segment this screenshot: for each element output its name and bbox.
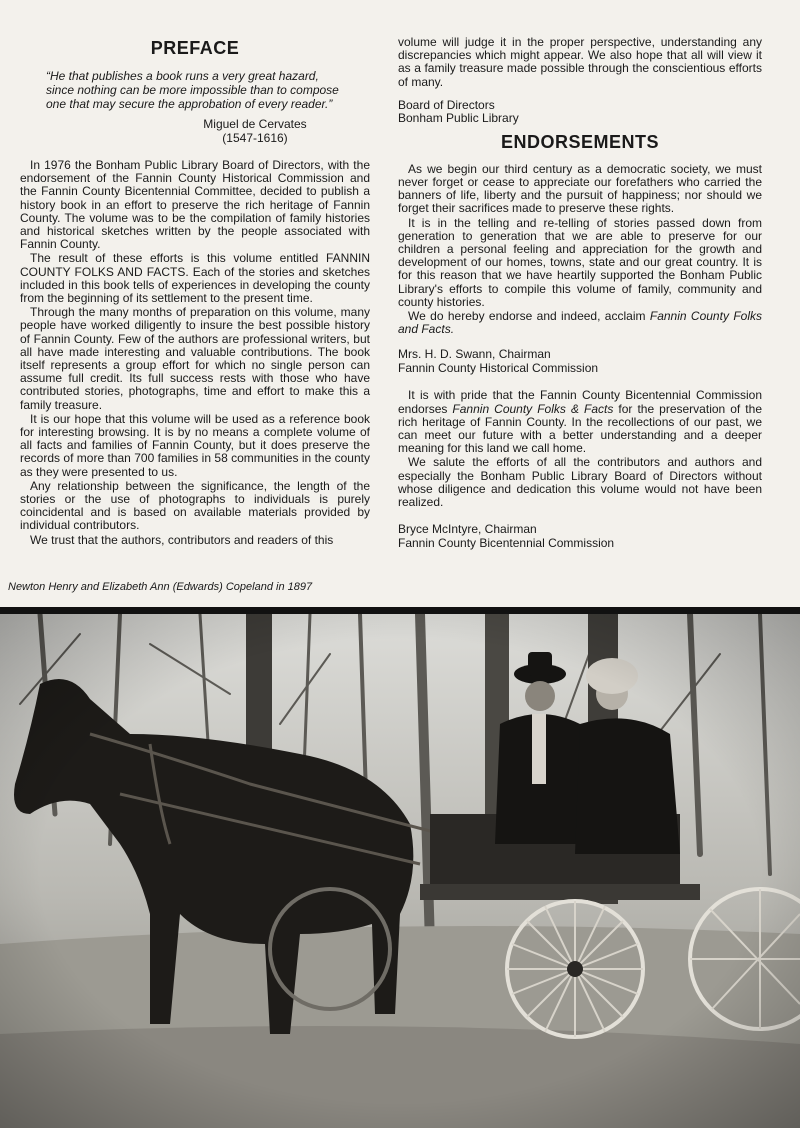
swann-signature: Mrs. H. D. Swann, Chairman [398, 347, 551, 362]
endorsement-paragraph: As we begin our third century as a democratic society, we must never forget or cease to appreciate our forefathers who carried the banners of life, liberty and the pursuit of happiness; nor should we forget their sacrifices made to preserve these rights. [398, 161, 762, 216]
endorsements-column [398, 35, 762, 550]
quote-author: Miguel de Cervates [203, 117, 307, 131]
endorsement-paragraph: It is in the telling and re-telling of stories passed down from generation to generation that we are able to preserve for our children a personal feeling and appreciation for the growth and development of our homes, towns, state and our great country. It is for this reason that we have heartily supported the Bonham Public Library's efforts to compile this volume of family, community and county histories. [398, 215, 762, 309]
book-title: Fannin County Folks & Facts [452, 401, 614, 416]
endorsements-heading: ENDORSEMENTS [500, 131, 659, 152]
preface-paragraph: It is our hope that this volume will be used as a reference book for interesting browsing. It is by no means a complete volume of all facts and families of Fannin County, but it does preserve the records of more than 700 families in 58 communities in the county as they were presented to us. [20, 411, 370, 479]
acclaim-text: We do hereby endorse and indeed, acclaim [408, 309, 646, 324]
salute-paragraph: We salute the efforts of all the contributors and authors and especially the Bonham Public Library Board of Directors without whose diligence and dedication this volume would not have been realized. [398, 455, 762, 510]
preface-paragraph: We trust that the authors, contributors and readers of this [30, 532, 334, 547]
board-signature: Board of Directors [398, 97, 495, 112]
bicentennial-text-a: It is with pride that the Fannin County Bicentennial Commission endorses [398, 388, 762, 416]
photo-caption: Newton Henry and Elizabeth Ann (Edwards) Copeland in 1897 [8, 581, 313, 593]
bicentennial-paragraph [398, 389, 762, 455]
mcintyre-signature: Bryce McIntyre, Chairman [398, 522, 537, 537]
preface-column [20, 38, 370, 547]
bicentennial-text-b: for the preservation of the rich heritage of Fannin County. In the recollections of our past, we can meet our future with a better understanding and a deeper meaning for this land we call home. [398, 401, 762, 456]
bicentennial-commission: Fannin County Bicentennial Commission [398, 535, 615, 550]
historical-commission: Fannin County Historical Commission [398, 360, 599, 375]
cervantes-quote: “He that publishes a book runs a very great hazard, since nothing can be more impossible than to compose one that may secure the approbation of every reader.” [46, 69, 339, 111]
preface-paragraph: In 1976 the Bonham Public Library Board of Directors, with the endorsement of the Fannin County Historical Commission and the Fannin County Bicentennial Committee, decided to publish a history book in an effort to preserve the rich heritage of Fannin County. The volume was to be the compilation of family histories and historical sketches written by the people associated with Fannin County. [20, 158, 370, 252]
quote-years: (1547-1616) [222, 131, 288, 145]
divider-rule [0, 607, 800, 614]
preface-paragraph: Any relationship between the significance, the length of the stories or the use of photographs to individuals is purely coincidental and is based on available materials provided by individual contributors. [20, 478, 370, 533]
preface-paragraph: The result of these efforts is this volume entitled FANNIN COUNTY FOLKS AND FACTS. Each of the stories and sketches included in this book tells of experiences in developing the county from the beginning of its settlement to the present time. [20, 251, 370, 306]
preface-continuation: volume will judge it in the proper perspective, understanding any discrepancies which might appear. We also hope that all will view it as a family treasure made possible through the conscientious efforts of many. [398, 35, 762, 89]
preface-heading: PREFACE [150, 38, 240, 58]
preface-paragraph: Through the many months of preparation on this volume, many people have worked diligently to insure the best possible history of Fannin County. Few of the authors are professional writers, but all have made interesting and valuable contributions. The book itself represents a group effort for which no single person can assume full credit. Its full success rests with those who have contributed stories, photographs, time and effort to make this a family treasure. [20, 305, 370, 412]
acclaim-paragraph [398, 310, 762, 336]
library-signature: Bonham Public Library [398, 111, 519, 126]
book-title: Fannin County Folks and Facts. [398, 309, 762, 337]
quote-attribution [170, 117, 340, 145]
vintage-buggy-photo [0, 614, 800, 1128]
